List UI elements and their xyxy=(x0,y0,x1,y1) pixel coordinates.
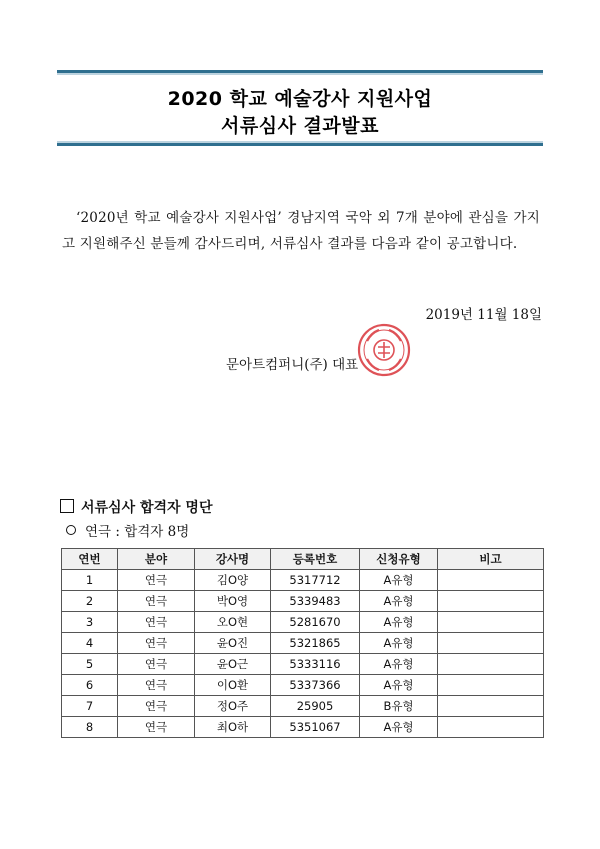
table-cell: 2 xyxy=(62,591,118,612)
checkbox-square-icon xyxy=(60,499,74,513)
table-cell xyxy=(438,717,544,738)
table-cell: A유형 xyxy=(360,570,438,591)
table-cell: A유형 xyxy=(360,633,438,654)
table-cell: 연극 xyxy=(118,633,195,654)
table-cell xyxy=(438,633,544,654)
table-cell: 정O주 xyxy=(195,696,271,717)
signer-name: 문아트컴퍼니(주) 대표 xyxy=(226,357,359,373)
table-cell: 연극 xyxy=(118,591,195,612)
table-cell: A유형 xyxy=(360,612,438,633)
table-cell: 오O현 xyxy=(195,612,271,633)
table-cell: 이O환 xyxy=(195,675,271,696)
column-header: 등록번호 xyxy=(271,549,360,570)
company-seal-stamp xyxy=(357,323,411,377)
table-cell xyxy=(438,612,544,633)
table-cell: 연극 xyxy=(118,696,195,717)
table-row xyxy=(62,633,544,654)
table-row xyxy=(62,591,544,612)
table-cell xyxy=(438,570,544,591)
table-cell: 6 xyxy=(62,675,118,696)
announcement-paragraph: ‘2020년 학교 예술강사 지원사업’ 경남지역 국악 외 7개 분야에 관심을 가지고 지원해주신 분들께 감사드리며, 서류심사 결과를 다음과 같이 공고합니다. xyxy=(62,210,540,252)
table-cell: 윤O진 xyxy=(195,633,271,654)
table-cell: 윤O근 xyxy=(195,654,271,675)
table-cell xyxy=(438,591,544,612)
table-cell: 연극 xyxy=(118,654,195,675)
table-cell: 최O하 xyxy=(195,717,271,738)
table-cell: 5339483 xyxy=(271,591,360,612)
column-header: 강사명 xyxy=(195,549,271,570)
table-row xyxy=(62,696,544,717)
table-cell: A유형 xyxy=(360,717,438,738)
circle-bullet-icon xyxy=(66,525,76,535)
column-header: 분야 xyxy=(118,549,195,570)
page-title: 2020 학교 예술강사 지원사업 xyxy=(167,88,433,110)
table-cell: 8 xyxy=(62,717,118,738)
table-cell: 연극 xyxy=(118,612,195,633)
section-heading-text: 서류심사 합격자 명단 xyxy=(81,500,213,516)
table-cell: 5321865 xyxy=(271,633,360,654)
title-rule-top xyxy=(57,70,543,75)
table-cell: 박O영 xyxy=(195,591,271,612)
announcement-date: 2019년 11월 18일 xyxy=(425,307,542,323)
table-cell: 1 xyxy=(62,570,118,591)
table-cell: 5351067 xyxy=(271,717,360,738)
table-cell: 25905 xyxy=(271,696,360,717)
table-cell: A유형 xyxy=(360,675,438,696)
column-header: 신청유형 xyxy=(360,549,438,570)
table-cell: 4 xyxy=(62,633,118,654)
section-subheading-text: 연극 : 합격자 8명 xyxy=(85,524,190,540)
table-header-row xyxy=(62,549,544,570)
section-heading xyxy=(60,497,212,517)
table-cell: 7 xyxy=(62,696,118,717)
title-rule-bottom xyxy=(57,141,543,146)
table-row xyxy=(62,675,544,696)
title-block xyxy=(57,70,543,146)
table-cell: 3 xyxy=(62,612,118,633)
table-cell: 5317712 xyxy=(271,570,360,591)
table-row xyxy=(62,570,544,591)
table-cell: B유형 xyxy=(360,696,438,717)
table-cell: A유형 xyxy=(360,591,438,612)
table-row xyxy=(62,612,544,633)
table-cell: 연극 xyxy=(118,570,195,591)
table-row xyxy=(62,654,544,675)
column-header: 비고 xyxy=(438,549,544,570)
table-cell: 5337366 xyxy=(271,675,360,696)
table-cell: 5333116 xyxy=(271,654,360,675)
table-cell: 연극 xyxy=(118,717,195,738)
table-cell xyxy=(438,654,544,675)
page-subtitle: 서류심사 결과발표 xyxy=(221,115,379,137)
table-cell: 5281670 xyxy=(271,612,360,633)
column-header: 연번 xyxy=(62,549,118,570)
table-row xyxy=(62,717,544,738)
table-cell: 연극 xyxy=(118,675,195,696)
table-cell xyxy=(438,696,544,717)
section-subheading xyxy=(66,520,189,540)
table-cell: 5 xyxy=(62,654,118,675)
results-table xyxy=(61,548,544,738)
table-cell: 김O양 xyxy=(195,570,271,591)
table-cell xyxy=(438,675,544,696)
table-cell: A유형 xyxy=(360,654,438,675)
